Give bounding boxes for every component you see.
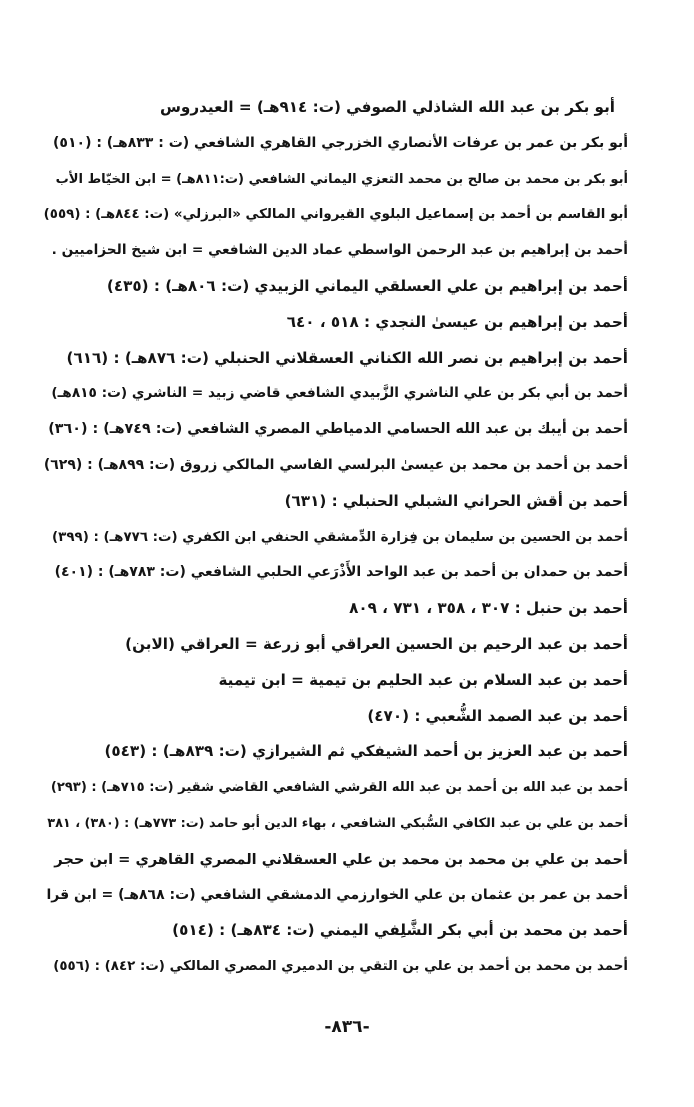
list-item: أحمد بن عبد الصمد الشُّعبي : (٤٧٠) (367, 706, 628, 725)
list-item: أحمد بن أبي بكر بن علي الناشري الزَّبيدي الشافعي قاضي زبيد = الناشري (ت: ٨١٥هـ) (51, 385, 628, 402)
list-item: أحمد بن إبراهيم بن عيسىٰ النجدي : ٥١٨ ، ٦٤٠ (286, 312, 628, 331)
list-item: أحمد بن علي بن محمد بن محمد بن علي العسقلاني المصري القاهري = ابن حجر (54, 850, 628, 868)
list-item: أحمد بن حمدان بن أحمد بن عبد الواحد الأَذْرَعي الحلبي الشافعي (ت: ٧٨٣هـ) : (٤٠١) (54, 564, 628, 581)
list-item: أحمد بن عمر بن عثمان بن علي الخوارزمي الدمشقي الشافعي (ت: ٨٦٨هـ) = ابن قرا (46, 886, 628, 903)
list-item: أحمد بن عبد الرحيم بن الحسين العراقي أبو زرعة = العراقي (الابن) (125, 634, 628, 653)
page-number: -٨٣٦- (324, 1017, 370, 1037)
list-item: أحمد بن إبراهيم بن نصر الله الكناني العسقلاني الحنبلي (ت: ٨٧٦هـ) : (٦١٦) (66, 348, 628, 367)
list-item: أحمد بن عبد السلام بن عبد الحليم بن تيمية = ابن تيمية (218, 670, 628, 689)
list-item: أحمد بن إبراهيم بن عبد الرحمن الواسطي عماد الدين الشافعي = ابن شيخ الحزاميين . (51, 242, 628, 259)
list-item: أحمد بن أيبك بن عبد الله الحسامي الدمياطي المصري الشافعي (ت: ٧٤٩هـ) : (٣٦٠) (48, 421, 628, 438)
list-item: أبو بكر بن عمر بن عرفات الأنصاري الخزرجي القاهري الشافعي (ت : ٨٣٣هـ) : (٥١٠) (53, 134, 628, 151)
list-item: أبو بكر بن محمد بن صالح بن محمد التعزي اليماني الشافعي (ت:٨١١هـ) = ابن الخيّاط الأب (55, 171, 628, 187)
list-item: أحمد بن الحسين بن سليمان بن فِزارة الدِّمشقي الحنفي ابن الكفري (ت: ٧٧٦هـ) : (٣٩٩) (52, 529, 628, 545)
list-item: أحمد بن أقش الحراني الشبلي الحنبلي : (٦٣١) (284, 491, 628, 510)
list-item: أحمد بن علي بن عبد الكافي السُّبكي الشافعي ، بهاء الدين أبو حامد (ت: ٧٧٣هـ) : (٣٨٠) ، ٣٨١ (47, 815, 628, 831)
list-item: أحمد بن حنبل : ٣٠٧ ، ٣٥٨ ، ٧٣١ ، ٨٠٩ (349, 599, 628, 618)
list-item: أحمد بن إبراهيم بن علي العسلقي اليماني الزبيدي (ت: ٨٠٦هـ) : (٤٣٥) (106, 276, 628, 295)
biographical-index-list (44, 90, 628, 985)
list-item: أحمد بن عبد الله بن أحمد بن عبد الله القرشي الشافعي القاضي شقير (ت: ٧١٥هـ) : (٢٩٣) (50, 780, 628, 796)
list-item: أحمد بن عبد العزيز بن أحمد الشيفكي ثم الشيرازي (ت: ٨٣٩هـ) : (٥٤٣) (104, 742, 628, 761)
list-item: أحمد بن أحمد بن محمد بن عيسىٰ البرلسي الفاسي المالكي زروق (ت: ٨٩٩هـ) : (٦٢٩) (43, 456, 628, 473)
list-item: أبو بكر بن عبد الله الشاذلي الصوفي (ت: ٩١٤هـ) = العيدروس (159, 98, 615, 116)
list-item: أحمد بن محمد بن أحمد بن علي بن التقي بن الدميري المصري المالكي (ت: ٨٤٢) : (٥٥٦) (53, 959, 628, 975)
list-item: أبو القاسم بن أحمد بن إسماعيل البلوي القيرواني المالكي «البرزلي» (ت: ٨٤٤هـ) : (٥٥٩) (43, 207, 628, 223)
list-item: أحمد بن محمد بن أبي بكر الشَّلِفي اليمني (ت: ٨٣٤هـ) : (٥١٤) (172, 921, 628, 940)
